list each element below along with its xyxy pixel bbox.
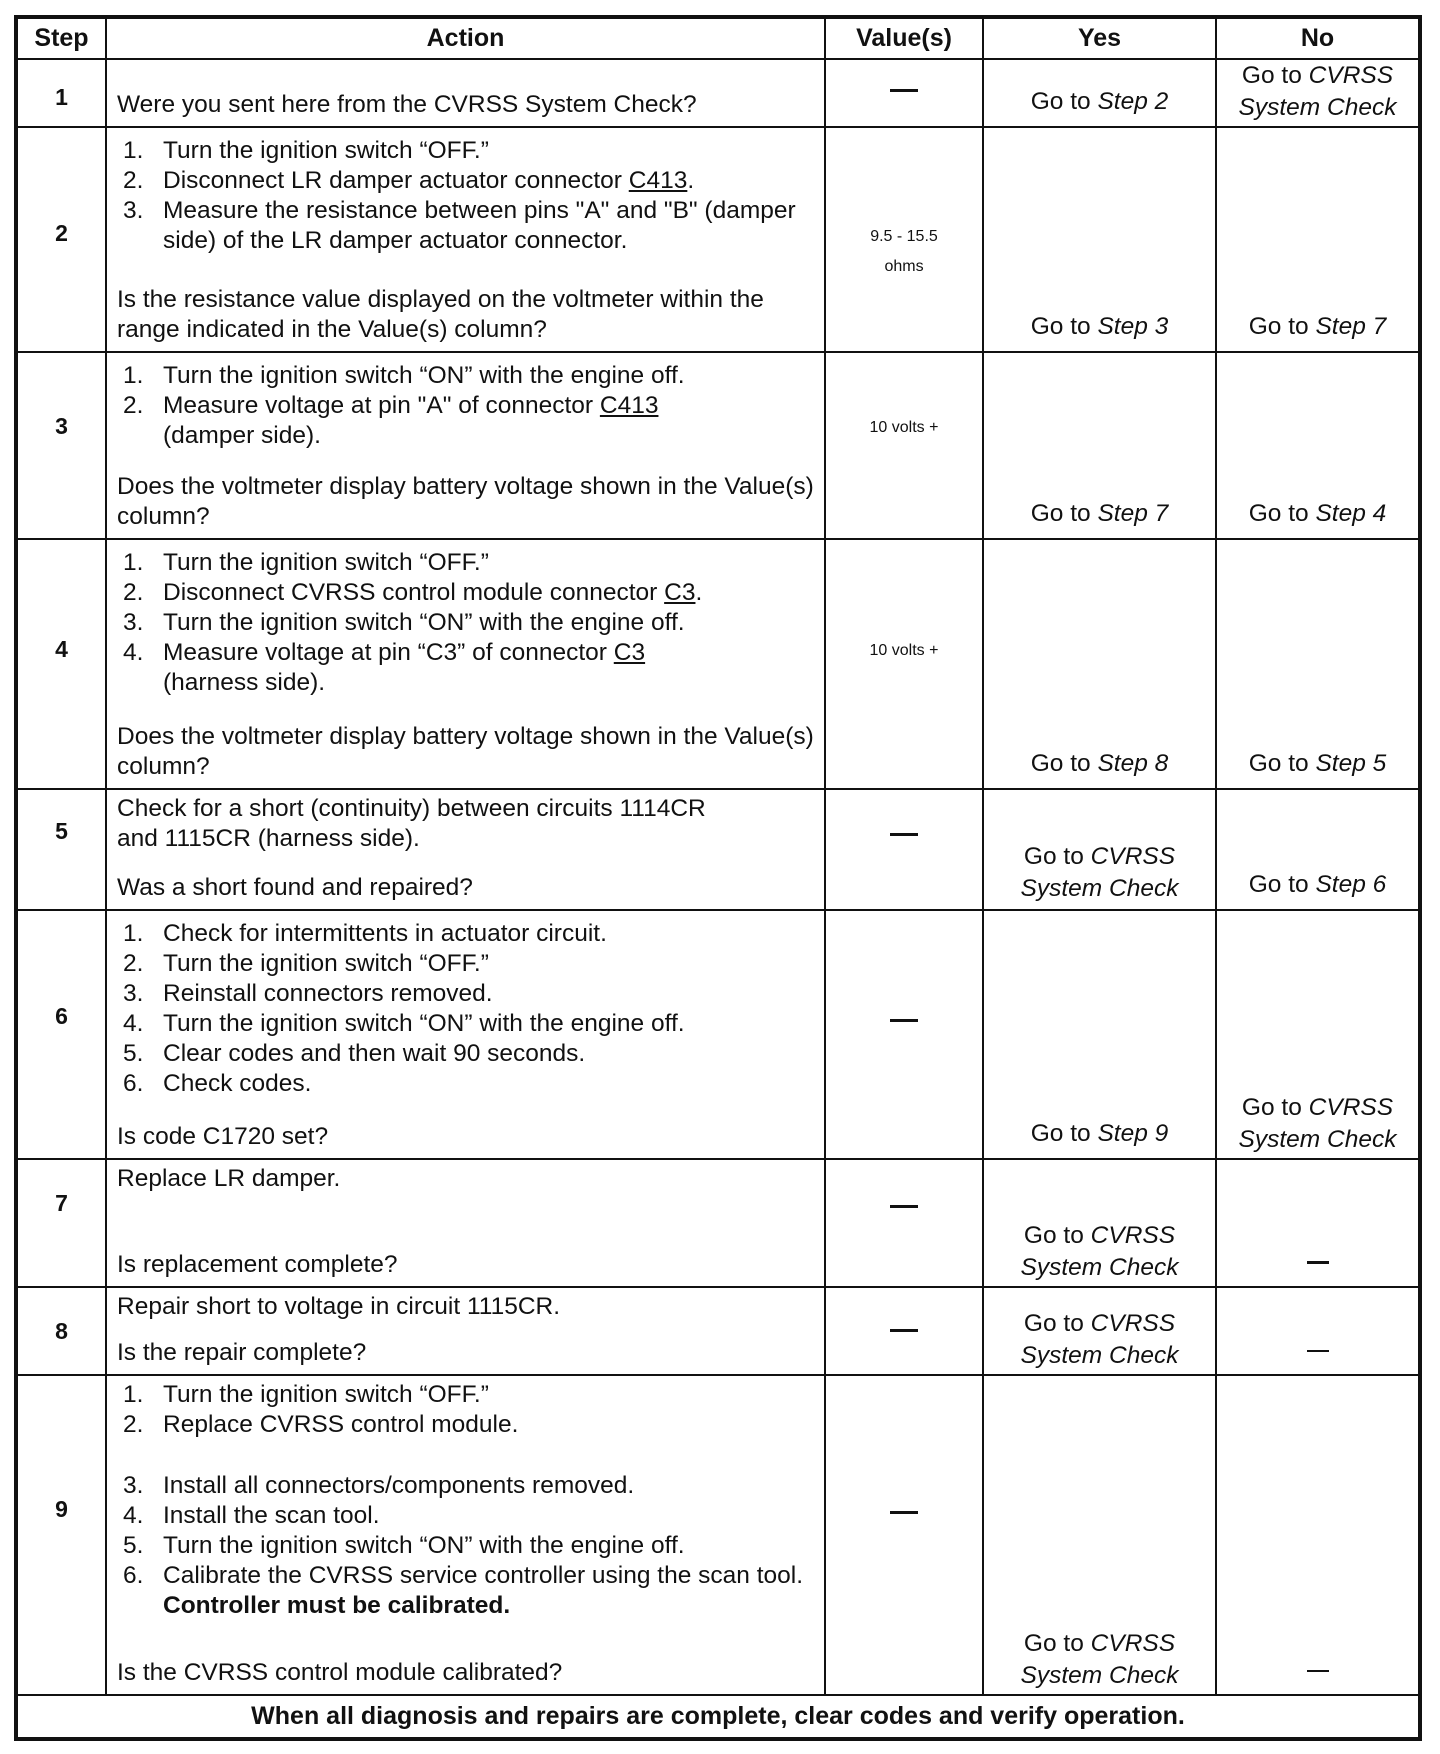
no-action: Go to Step 4: [1248, 500, 1387, 528]
no-action-dash: [1307, 1670, 1329, 1673]
list-item: 6. Check codes.: [123, 1070, 312, 1098]
action-text: Repair short to voltage in circuit 1115CR.: [117, 1292, 561, 1320]
question: Is the repair complete?: [117, 1339, 367, 1367]
value: 9.5 - 15.5 ohms: [870, 227, 938, 275]
question: Is code C1720 set?: [117, 1122, 329, 1150]
yes-action: Go to Step 8: [1030, 749, 1169, 777]
yes-action: Go to CVRSS System Check: [1020, 1630, 1179, 1690]
table-row: [16, 789, 1420, 911]
table-row: [16, 127, 1420, 353]
table-row: [16, 1375, 1420, 1695]
list-item: 3. Install all connectors/components removed.: [123, 1472, 635, 1500]
step-number: 1: [55, 83, 68, 110]
value: 10 volts +: [869, 419, 939, 437]
step-number: 5: [55, 817, 68, 844]
footer-row: [16, 1695, 1420, 1739]
connector-ref: C3: [613, 639, 646, 667]
list-item: 4. Install the scan tool.: [123, 1502, 380, 1530]
table-row: [16, 910, 1420, 1158]
list-item: 3. Reinstall connectors removed.: [123, 980, 493, 1008]
value: 10 volts +: [869, 642, 939, 660]
header-step: Step: [16, 17, 106, 59]
yes-action: Go to Step 9: [1030, 1119, 1169, 1147]
step-number: 9: [55, 1496, 68, 1523]
question: Was a short found and repaired?: [117, 874, 473, 902]
connector-ref: C413: [628, 166, 688, 194]
yes-action: Go to Step 2: [1030, 87, 1169, 115]
yes-action: Go to Step 3: [1030, 313, 1169, 341]
no-action: Go to CVRSS System Check: [1238, 1093, 1397, 1153]
step-number: 4: [55, 636, 68, 663]
header-values: Value(s): [825, 17, 983, 59]
list-item: 5. Clear codes and then wait 90 seconds.: [123, 1040, 586, 1068]
list-item: 2. Replace CVRSS control module.: [123, 1411, 519, 1439]
action-text: Replace LR damper.: [117, 1164, 341, 1192]
list-item: 2. Turn the ignition switch “OFF.”: [123, 950, 489, 978]
table-row: [16, 59, 1420, 127]
list-item: 3. Turn the ignition switch “ON” with the engine off.: [123, 609, 685, 637]
yes-action: Go to Step 7: [1030, 500, 1169, 528]
list-item: 4. Measure voltage at pin “C3” of connector C3 (harness side).: [123, 639, 646, 697]
no-value-dash: [890, 1511, 918, 1514]
list-item: 1. Turn the ignition switch “ON” with the engine off.: [123, 362, 685, 390]
question: Does the voltmeter display battery voltage shown in the Value(s) column?: [117, 473, 814, 531]
no-action: Go to Step 6: [1248, 871, 1387, 899]
no-value-dash: [890, 89, 918, 92]
question: Is the CVRSS control module calibrated?: [117, 1659, 563, 1687]
list-item: 1. Check for intermittents in actuator circuit.: [123, 920, 607, 948]
emphasis-text: Controller must be calibrated.: [163, 1592, 511, 1620]
question: Does the voltmeter display battery voltage shown in the Value(s) column?: [117, 722, 814, 780]
list-item: 6. Calibrate the CVRSS service controller using the scan tool. Controller must be calibrated.: [123, 1562, 804, 1620]
list-item: 4. Turn the ignition switch “ON” with the engine off.: [123, 1010, 685, 1038]
connector-ref: C413: [599, 392, 659, 420]
diagnostic-table: [14, 15, 1422, 1741]
list-item: 2. Disconnect CVRSS control module connector C3.: [123, 579, 703, 607]
no-action: Go to Step 5: [1248, 749, 1387, 777]
no-value-dash: [890, 1205, 918, 1208]
no-value-dash: [890, 833, 918, 836]
no-action-dash: [1307, 1261, 1329, 1264]
yes-action: Go to CVRSS System Check: [1020, 1310, 1179, 1370]
no-action: Go to Step 7: [1248, 313, 1387, 341]
action-text: Check for a short (continuity) between circuits 1114CR and 1115CR (harness side).: [117, 794, 706, 852]
header-no: No: [1216, 17, 1420, 59]
header-row: [16, 17, 1420, 59]
list-item: 1. Turn the ignition switch “OFF.”: [123, 549, 489, 577]
header-action: Action: [106, 17, 825, 59]
table-row: [16, 1287, 1420, 1375]
table-row: [16, 539, 1420, 788]
table-row: [16, 1159, 1420, 1287]
question: Is replacement complete?: [117, 1250, 398, 1278]
no-action: Go to CVRSS System Check: [1238, 61, 1397, 121]
step-number: 3: [55, 413, 68, 440]
yes-action: Go to CVRSS System Check: [1020, 1221, 1179, 1281]
question: Were you sent here from the CVRSS System Check?: [117, 90, 697, 118]
no-action-dash: [1307, 1350, 1329, 1353]
connector-ref: C3: [664, 579, 696, 607]
table-row: [16, 352, 1420, 539]
question: Is the resistance value displayed on the voltmeter within the range indicated in the Value(s) column?: [117, 286, 764, 344]
list-item: 1. Turn the ignition switch “OFF.”: [123, 136, 489, 164]
step-number: 8: [55, 1317, 68, 1344]
step-number: 6: [55, 1003, 68, 1030]
list-item: 3. Measure the resistance between pins "A" and "B" (damper side) of the LR damper actuator connector.: [123, 196, 796, 254]
no-value-dash: [890, 1329, 918, 1332]
footer-note: When all diagnosis and repairs are complete, clear codes and verify operation.: [16, 1695, 1420, 1739]
step-number: 7: [55, 1189, 68, 1216]
list-item: 2. Disconnect LR damper actuator connector C413.: [123, 166, 695, 194]
no-value-dash: [890, 1019, 918, 1022]
list-item: 1. Turn the ignition switch “OFF.”: [123, 1381, 489, 1409]
step-number: 2: [55, 219, 68, 246]
header-yes: Yes: [983, 17, 1216, 59]
list-item: 2. Measure voltage at pin "A" of connector C413 (damper side).: [123, 392, 659, 450]
list-item: 5. Turn the ignition switch “ON” with the engine off.: [123, 1532, 685, 1560]
yes-action: Go to CVRSS System Check: [1020, 843, 1179, 903]
